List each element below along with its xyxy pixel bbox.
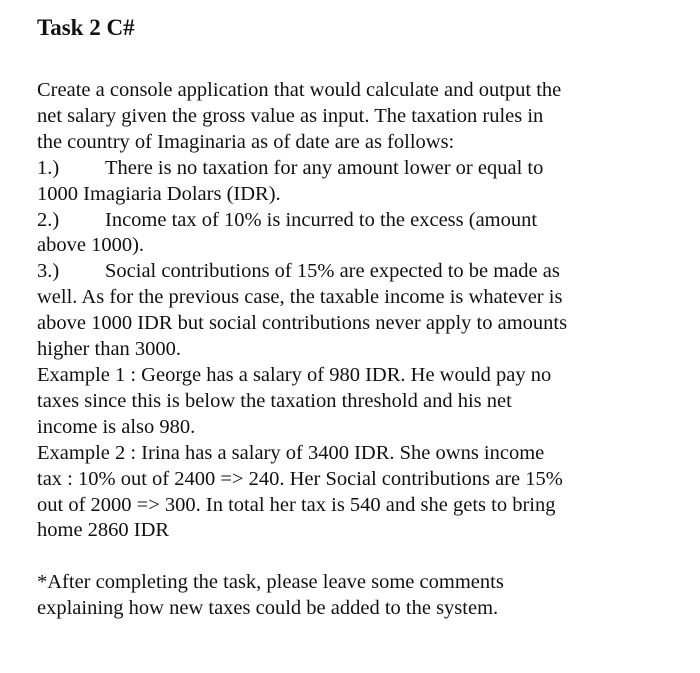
note-line: explaining how new taxes could be added to the system. [37, 597, 499, 620]
intro-line: net salary given the gross value as input. The taxation rules in [37, 104, 544, 127]
document-page [37, 13, 677, 622]
intro-line: Create a console application that would calculate and output the [37, 79, 562, 101]
rule-1 [37, 156, 677, 182]
note-line: *After completing the task, please leave some comments [37, 571, 504, 594]
rule-number: 2.) [37, 208, 60, 231]
intro-line: the country of Imaginaria as of date are as follows: [37, 130, 455, 153]
example-line: home 2860 IDR [37, 519, 170, 542]
example-line: Example 1 : George has a salary of 980 IDR. He would pay no [37, 363, 552, 386]
rule-1-continuation: 1000 Imagiaria Dolars (IDR). [37, 182, 281, 205]
rule-number: 1.) [37, 156, 60, 179]
rule-2 [37, 208, 677, 234]
rule-number: 3.) [37, 260, 60, 283]
page-title: Task 2 C# [37, 15, 135, 40]
paragraph-gap [37, 544, 677, 570]
rule-2-continuation: above 1000). [37, 234, 145, 257]
rule-3-continuation: above 1000 IDR but social contributions never apply to amounts [37, 312, 568, 335]
rule-text: Social contributions of 15% are expected to be made as [105, 260, 560, 283]
rule-text: There is no taxation for any amount lower or equal to [105, 156, 544, 179]
example-line: taxes since this is below the taxation threshold and his net [37, 389, 512, 412]
example-line: out of 2000 => 300. In total her tax is 540 and she gets to bring [37, 493, 556, 516]
example-line: income is also 980. [37, 415, 196, 438]
example-line: tax : 10% out of 2400 => 240. Her Social contributions are 15% [37, 467, 563, 490]
rule-3-continuation: well. As for the previous case, the taxable income is whatever is [37, 286, 563, 309]
rule-text: Income tax of 10% is incurred to the excess (amount [105, 208, 538, 231]
rule-3 [37, 259, 677, 285]
rule-3-continuation: higher than 3000. [37, 338, 182, 361]
example-line: Example 2 : Irina has a salary of 3400 IDR. She owns income [37, 441, 545, 464]
